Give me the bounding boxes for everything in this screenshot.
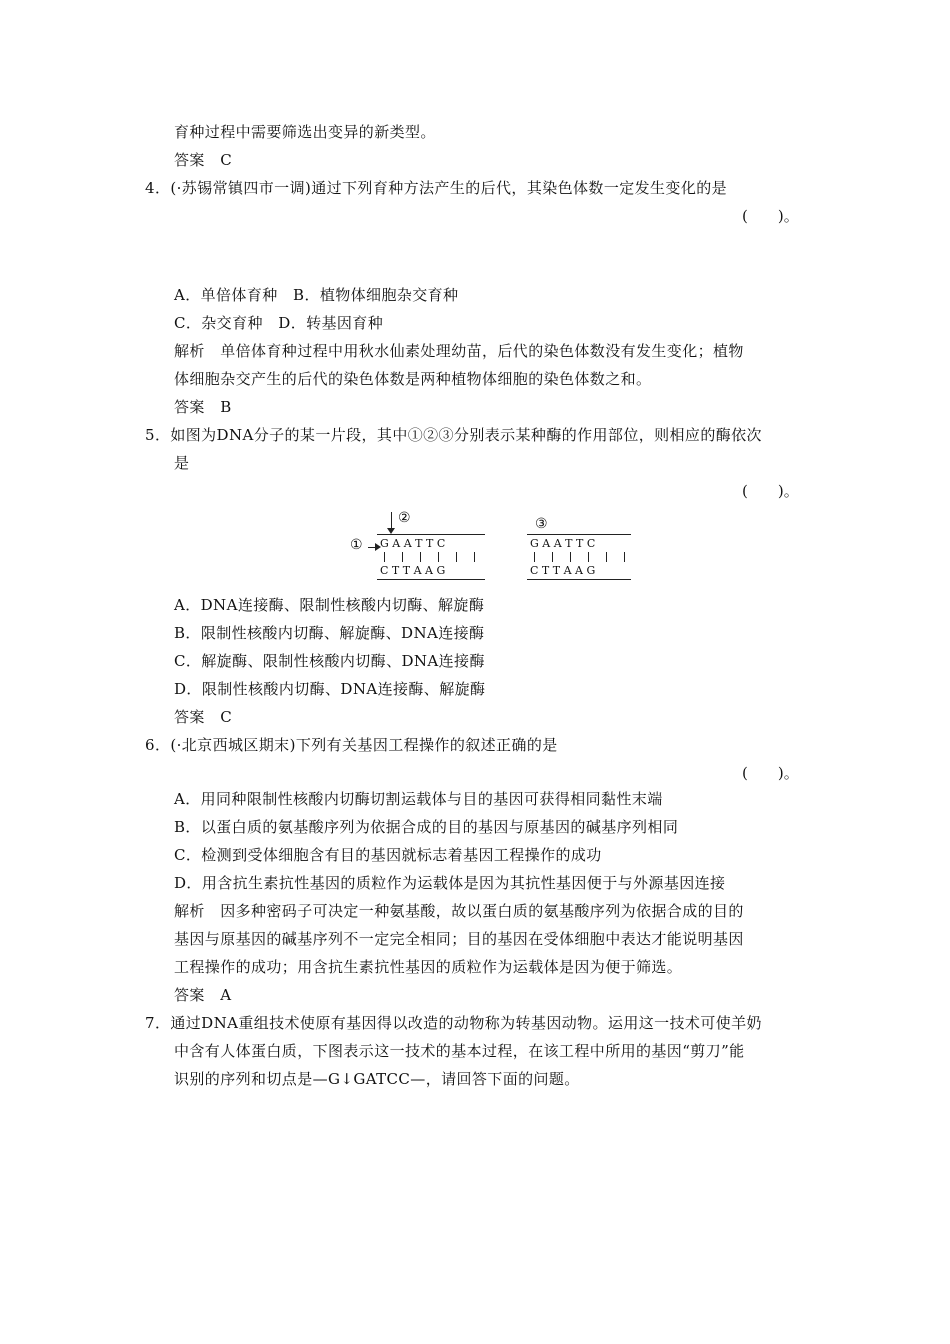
q5-option-d: D．限制性核酸内切酶、DNA连接酶、解旋酶	[174, 680, 486, 698]
q7-stem-line2: 中含有人体蛋白质，下图表示这一技术的基本过程，在该工程中所用的基因“剪刀”能	[174, 1042, 745, 1060]
q6-option-b: B．以蛋白质的氨基酸序列为依据合成的目的基因与原基因的碱基序列相同	[174, 818, 679, 836]
q6-answer: 答案 A	[174, 986, 232, 1004]
q4-analysis-line2: 体细胞杂交产生的后代的染色体数是两种植物体细胞的染色体数之和。	[174, 370, 652, 388]
bond	[624, 552, 625, 562]
right-top-strand: G A A T T C	[530, 537, 596, 550]
q6-analysis-line3: 工程操作的成功；用含抗生素抗性基因的质粒作为运载体是因为便于筛选。	[174, 958, 683, 976]
q6-analysis-line1: 解析 因多种密码子可决定一种氨基酸，故以蛋白质的氨基酸序列为依据合成的目的	[174, 902, 744, 920]
q6-answer-blank: ( )。	[742, 764, 799, 782]
right-top-rule	[527, 534, 631, 535]
q4-stem: 4．(·苏锡常镇四市一调)通过下列育种方法产生的后代，其染色体数一定发生变化的是	[145, 179, 728, 197]
dna-fragment-figure	[340, 508, 640, 588]
bond	[474, 552, 475, 562]
bond	[384, 552, 385, 562]
left-top-strand: G A A T T C	[380, 537, 446, 550]
q4-analysis-line1: 解析 单倍体育种过程中用秋水仙素处理幼苗，后代的染色体数没有发生变化；植物	[174, 342, 744, 360]
bond	[588, 552, 589, 562]
q4-answer: 答案 B	[174, 398, 232, 416]
bond	[606, 552, 607, 562]
q4-options-line1: A．单倍体育种 B．植物体细胞杂交育种	[174, 286, 459, 304]
q7-stem-line1: 7．通过DNA重组技术使原有基因得以改造的动物称为转基因动物。运用这一技术可使羊奶	[145, 1014, 762, 1032]
q3-text-tail: 育种过程中需要筛选出变异的新类型。	[174, 123, 436, 141]
bond	[456, 552, 457, 562]
q6-option-d: D．用含抗生素抗性基因的质粒作为运载体是因为其抗性基因便于与外源基因连接	[174, 874, 726, 892]
q5-option-c: C．解旋酶、限制性核酸内切酶、DNA连接酶	[174, 652, 485, 670]
site-3-label: ③	[535, 516, 548, 532]
q7-stem-line3: 识别的序列和切点是—G↓GATCC—，请回答下面的问题。	[174, 1070, 580, 1088]
q5-stem-line2: 是	[174, 454, 190, 472]
bond	[438, 552, 439, 562]
left-bottom-rule	[377, 579, 485, 580]
q5-answer: 答案 C	[174, 708, 233, 726]
q5-option-b: B．限制性核酸内切酶、解旋酶、DNA连接酶	[174, 624, 485, 642]
q6-option-a: A．用同种限制性核酸内切酶切割运载体与目的基因可获得相同黏性末端	[174, 790, 663, 808]
right-bottom-strand: C T T A A G	[530, 564, 596, 577]
q6-stem: 6．(·北京西城区期末)下列有关基因工程操作的叙述正确的是	[145, 736, 558, 754]
q4-answer-blank: ( )。	[742, 207, 799, 225]
left-top-rule	[377, 534, 485, 535]
q3-answer: 答案 C	[174, 151, 233, 169]
q5-option-a: A．DNA连接酶、限制性核酸内切酶、解旋酶	[174, 596, 485, 614]
q4-options-line2: C．杂交育种 D．转基因育种	[174, 314, 384, 332]
bond	[402, 552, 403, 562]
bond	[420, 552, 421, 562]
site-1-label: ①	[350, 537, 363, 553]
q5-answer-blank: ( )。	[742, 482, 799, 500]
q6-analysis-line2: 基因与原基因的碱基序列不一定完全相同；目的基因在受体细胞中表达才能说明基因	[174, 930, 744, 948]
site-2-label: ②	[398, 510, 411, 526]
bond	[534, 552, 535, 562]
q5-stem-line1: 5．如图为DNA分子的某一片段，其中①②③分别表示某种酶的作用部位，则相应的酶依次	[145, 426, 762, 444]
bond	[570, 552, 571, 562]
q6-option-c: C．检测到受体细胞含有目的基因就标志着基因工程操作的成功	[174, 846, 602, 864]
bond	[552, 552, 553, 562]
right-bottom-rule	[527, 579, 631, 580]
left-bottom-strand: C T T A A G	[380, 564, 446, 577]
